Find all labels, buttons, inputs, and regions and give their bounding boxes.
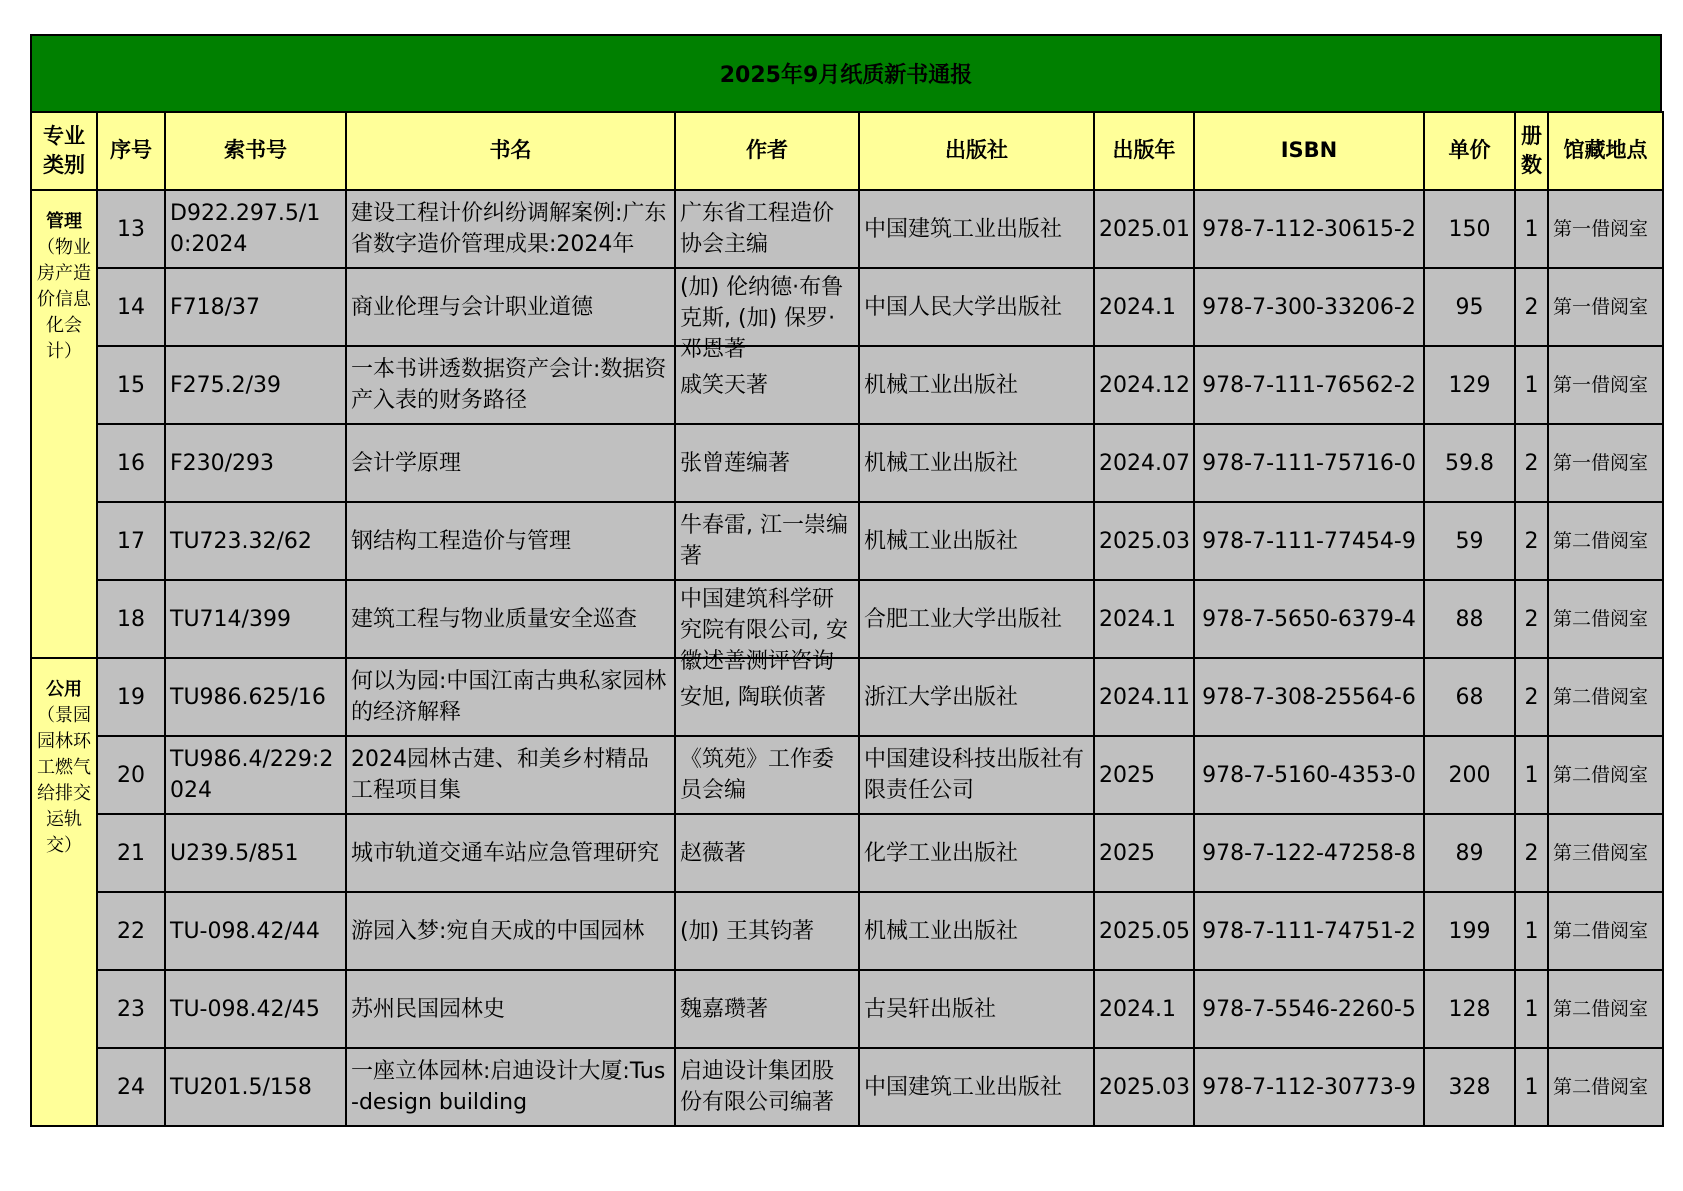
cell-call-no-text: F275.2/39	[170, 372, 282, 398]
cell-author-text: (加) 王其钧著	[680, 918, 815, 944]
cell-year: 2024.12	[1094, 346, 1194, 424]
header-year: 出版年	[1094, 112, 1194, 190]
cell-book-title-text: 商业伦理与会计职业道德	[351, 294, 594, 320]
cell-copies: 1	[1515, 736, 1548, 814]
cell-call-no	[165, 736, 346, 814]
cell-price: 150	[1424, 190, 1515, 268]
cell-location-text: 第二借阅室	[1553, 530, 1649, 552]
cell-year: 2024.1	[1094, 580, 1194, 658]
cell-publisher-text: 中国建设科技出版社有限责任公司	[864, 747, 1085, 803]
cell-location	[1548, 814, 1663, 892]
cell-book-title	[346, 502, 675, 580]
cell-price: 88	[1424, 580, 1515, 658]
cell-publisher-text: 中国建筑工业出版社	[864, 1074, 1063, 1100]
cell-publisher-text: 中国建筑工业出版社	[864, 216, 1063, 242]
cell-call-no	[165, 268, 346, 346]
cell-no: 13	[97, 190, 165, 268]
cell-isbn: 978-7-111-77454-9	[1194, 502, 1424, 580]
cell-copies: 2	[1515, 424, 1548, 502]
cell-publisher	[859, 502, 1094, 580]
cell-location	[1548, 190, 1663, 268]
cell-no: 19	[97, 658, 165, 736]
cell-isbn: 978-7-5546-2260-5	[1194, 970, 1424, 1048]
cell-isbn: 978-7-5160-4353-0	[1194, 736, 1424, 814]
cell-publisher	[859, 970, 1094, 1048]
cell-location	[1548, 892, 1663, 970]
cell-book-title-text: 建设工程计价纠纷调解案例:广东省数字造价管理成果:2024年	[351, 201, 667, 257]
cell-location-text: 第一借阅室	[1553, 296, 1649, 318]
table-row	[31, 970, 1663, 1048]
header-price: 单价	[1424, 112, 1515, 190]
cell-location	[1548, 580, 1663, 658]
cell-copies: 1	[1515, 190, 1548, 268]
cell-copies: 2	[1515, 502, 1548, 580]
cell-category	[31, 658, 97, 1126]
cell-price: 129	[1424, 346, 1515, 424]
cell-publisher	[859, 580, 1094, 658]
header-author: 作者	[675, 112, 859, 190]
books-table	[30, 111, 1664, 1127]
cell-location-text: 第一借阅室	[1553, 218, 1649, 240]
cell-author-text: 戚笑天著	[680, 372, 769, 398]
cell-book-title	[346, 658, 675, 736]
cell-publisher	[859, 658, 1094, 736]
table-row	[31, 814, 1663, 892]
cell-copies: 2	[1515, 658, 1548, 736]
cell-book-title	[346, 1048, 675, 1126]
cell-book-title	[346, 346, 675, 424]
cell-book-title-text: 钢结构工程造价与管理	[351, 528, 572, 554]
category-scope: （景园园林环工燃气给排交运轨交）	[37, 705, 91, 856]
cell-book-title-text: 会计学原理	[351, 450, 462, 476]
category-name: 公用	[46, 679, 82, 700]
cell-author-text: 赵薇著	[680, 840, 747, 866]
cell-price: 199	[1424, 892, 1515, 970]
cell-book-title	[346, 190, 675, 268]
category-label	[34, 677, 94, 859]
cell-author	[675, 814, 859, 892]
cell-call-no	[165, 580, 346, 658]
cell-author-text: 牛春雷, 江一崇编著	[680, 513, 848, 569]
cell-author-text: 安旭, 陶联侦著	[680, 684, 826, 710]
category-scope: （物业房产造价信息化会计）	[37, 237, 91, 362]
cell-isbn: 978-7-5650-6379-4	[1194, 580, 1424, 658]
cell-location	[1548, 268, 1663, 346]
cell-publisher-text: 机械工业出版社	[864, 372, 1019, 398]
cell-book-title	[346, 892, 675, 970]
cell-copies: 1	[1515, 892, 1548, 970]
cell-location	[1548, 424, 1663, 502]
cell-author	[675, 190, 859, 268]
cell-no: 23	[97, 970, 165, 1048]
cell-year: 2025.01	[1094, 190, 1194, 268]
cell-price: 59	[1424, 502, 1515, 580]
cell-year: 2024.1	[1094, 970, 1194, 1048]
cell-location-text: 第二借阅室	[1553, 608, 1649, 630]
cell-book-title-text: 2024园林古建、和美乡村精品工程项目集	[351, 747, 649, 803]
cell-location-text: 第二借阅室	[1553, 998, 1649, 1020]
cell-price: 89	[1424, 814, 1515, 892]
cell-call-no	[165, 658, 346, 736]
cell-publisher	[859, 424, 1094, 502]
cell-publisher-text: 化学工业出版社	[864, 840, 1019, 866]
cell-author	[675, 892, 859, 970]
new-books-sheet	[30, 34, 1662, 1127]
cell-no: 18	[97, 580, 165, 658]
cell-copies: 2	[1515, 580, 1548, 658]
cell-category	[31, 190, 97, 658]
cell-publisher	[859, 814, 1094, 892]
cell-location-text: 第一借阅室	[1553, 374, 1649, 396]
cell-isbn: 978-7-111-75716-0	[1194, 424, 1424, 502]
cell-author	[675, 736, 859, 814]
cell-author-text: 魏嘉瓒著	[680, 996, 769, 1022]
cell-call-no-text: TU986.625/16	[170, 684, 326, 710]
cell-no: 15	[97, 346, 165, 424]
cell-isbn: 978-7-308-25564-6	[1194, 658, 1424, 736]
cell-no: 20	[97, 736, 165, 814]
cell-call-no	[165, 190, 346, 268]
cell-year: 2025	[1094, 814, 1194, 892]
cell-publisher	[859, 1048, 1094, 1126]
cell-book-title	[346, 736, 675, 814]
cell-location	[1548, 736, 1663, 814]
cell-publisher	[859, 892, 1094, 970]
cell-location-text: 第二借阅室	[1553, 920, 1649, 942]
cell-publisher-text: 机械工业出版社	[864, 450, 1019, 476]
cell-call-no-text: TU-098.42/45	[170, 996, 320, 1022]
cell-author	[675, 580, 859, 674]
header-publisher: 出版社	[859, 112, 1094, 190]
cell-call-no-text: U239.5/851	[170, 840, 299, 866]
cell-price: 95	[1424, 268, 1515, 346]
header-isbn: ISBN	[1194, 112, 1424, 190]
cell-author-text: 启迪设计集团股份有限公司编著	[680, 1059, 835, 1115]
cell-year: 2024.11	[1094, 658, 1194, 736]
table-row	[31, 268, 1663, 346]
cell-call-no-text: TU723.32/62	[170, 528, 312, 554]
cell-publisher	[859, 346, 1094, 424]
cell-call-no-text: F718/37	[170, 294, 261, 320]
cell-year: 2025.05	[1094, 892, 1194, 970]
cell-publisher-text: 机械工业出版社	[864, 918, 1019, 944]
cell-copies: 1	[1515, 970, 1548, 1048]
cell-price: 59.8	[1424, 424, 1515, 502]
cell-no: 14	[97, 268, 165, 346]
cell-call-no-text: TU714/399	[170, 606, 291, 632]
cell-no: 24	[97, 1048, 165, 1126]
cell-copies: 2	[1515, 814, 1548, 892]
cell-call-no-text: TU201.5/158	[170, 1074, 312, 1100]
cell-copies: 1	[1515, 346, 1548, 424]
table-row	[31, 736, 1663, 814]
cell-call-no-text: D922.297.5/10:2024	[170, 201, 321, 257]
cell-publisher	[859, 268, 1094, 346]
cell-call-no-text: TU986.4/229:2024	[170, 747, 334, 803]
cell-book-title-text: 一本书讲透数据资产会计:数据资产入表的财务路径	[351, 357, 667, 413]
cell-isbn: 978-7-112-30615-2	[1194, 190, 1424, 268]
cell-copies: 2	[1515, 268, 1548, 346]
cell-year: 2025.03	[1094, 1048, 1194, 1126]
cell-no: 21	[97, 814, 165, 892]
category-name: 管理	[46, 211, 82, 232]
header-no: 序号	[97, 112, 165, 190]
cell-book-title-text: 一座立体园林:启迪设计大厦:Tus-design building	[351, 1059, 666, 1115]
cell-isbn: 978-7-122-47258-8	[1194, 814, 1424, 892]
cell-location	[1548, 970, 1663, 1048]
cell-book-title	[346, 268, 675, 346]
cell-call-no	[165, 970, 346, 1048]
header-book-title: 书名	[346, 112, 675, 190]
cell-author	[675, 970, 859, 1048]
cell-publisher-text: 合肥工业大学出版社	[864, 606, 1063, 632]
cell-author	[675, 502, 859, 580]
cell-location	[1548, 1048, 1663, 1126]
cell-call-no	[165, 502, 346, 580]
cell-book-title	[346, 580, 675, 658]
cell-author	[675, 268, 859, 362]
header-category: 专业类别	[31, 112, 97, 190]
cell-call-no	[165, 346, 346, 424]
cell-call-no-text: F230/293	[170, 450, 275, 476]
cell-book-title	[346, 970, 675, 1048]
table-row	[31, 190, 1663, 268]
cell-price: 68	[1424, 658, 1515, 736]
cell-author-text: (加) 伦纳德·布鲁克斯, (加) 保罗·邓恩著	[680, 275, 844, 362]
header-location: 馆藏地点	[1548, 112, 1663, 190]
cell-copies: 1	[1515, 1048, 1548, 1126]
cell-book-title	[346, 814, 675, 892]
cell-publisher	[859, 190, 1094, 268]
cell-book-title	[346, 424, 675, 502]
cell-isbn: 978-7-112-30773-9	[1194, 1048, 1424, 1126]
table-row	[31, 658, 1663, 736]
cell-isbn: 978-7-300-33206-2	[1194, 268, 1424, 346]
cell-no: 17	[97, 502, 165, 580]
cell-location-text: 第二借阅室	[1553, 686, 1649, 708]
cell-publisher-text: 浙江大学出版社	[864, 684, 1019, 710]
cell-book-title-text: 城市轨道交通车站应急管理研究	[351, 840, 660, 866]
cell-location-text: 第一借阅室	[1553, 452, 1649, 474]
cell-year: 2025	[1094, 736, 1194, 814]
cell-publisher	[859, 736, 1094, 814]
table-row	[31, 502, 1663, 580]
cell-author-text: 中国建筑科学研究院有限公司, 安徽述善测评咨询	[680, 587, 848, 674]
cell-location	[1548, 658, 1663, 736]
cell-call-no	[165, 424, 346, 502]
cell-call-no	[165, 814, 346, 892]
cell-isbn: 978-7-111-76562-2	[1194, 346, 1424, 424]
cell-book-title-text: 何以为园:中国江南古典私家园林的经济解释	[351, 669, 667, 725]
cell-price: 200	[1424, 736, 1515, 814]
cell-year: 2024.1	[1094, 268, 1194, 346]
sheet-title: 2025年9月纸质新书通报	[30, 34, 1662, 111]
cell-author	[675, 424, 859, 502]
header-copies: 册数	[1515, 112, 1548, 190]
cell-year: 2025.03	[1094, 502, 1194, 580]
table-row	[31, 580, 1663, 658]
cell-book-title-text: 游园入梦:宛自天成的中国园林	[351, 918, 645, 944]
cell-publisher-text: 中国人民大学出版社	[864, 294, 1063, 320]
table-row	[31, 346, 1663, 424]
cell-isbn: 978-7-111-74751-2	[1194, 892, 1424, 970]
cell-author-text: 张曾莲编著	[680, 450, 791, 476]
cell-location-text: 第三借阅室	[1553, 842, 1649, 864]
cell-year: 2024.07	[1094, 424, 1194, 502]
cell-author-text: 广东省工程造价协会主编	[680, 201, 835, 257]
cell-book-title-text: 建筑工程与物业质量安全巡查	[351, 606, 638, 632]
cell-location-text: 第二借阅室	[1553, 764, 1649, 786]
cell-publisher-text: 机械工业出版社	[864, 528, 1019, 554]
cell-no: 16	[97, 424, 165, 502]
cell-location	[1548, 502, 1663, 580]
cell-location-text: 第二借阅室	[1553, 1076, 1649, 1098]
category-label	[34, 209, 94, 365]
cell-call-no	[165, 892, 346, 970]
cell-publisher-text: 古吴轩出版社	[864, 996, 997, 1022]
cell-call-no-text: TU-098.42/44	[170, 918, 320, 944]
cell-price: 128	[1424, 970, 1515, 1048]
cell-price: 328	[1424, 1048, 1515, 1126]
table-row	[31, 892, 1663, 970]
books-table-body	[31, 190, 1663, 1126]
cell-author	[675, 1048, 859, 1126]
cell-book-title-text: 苏州民国园林史	[351, 996, 506, 1022]
header-row	[31, 112, 1663, 190]
table-row	[31, 424, 1663, 502]
header-call-no: 索书号	[165, 112, 346, 190]
table-row	[31, 1048, 1663, 1126]
cell-location	[1548, 346, 1663, 424]
cell-no: 22	[97, 892, 165, 970]
cell-call-no	[165, 1048, 346, 1126]
cell-author-text: 《筑苑》工作委员会编	[680, 747, 835, 803]
